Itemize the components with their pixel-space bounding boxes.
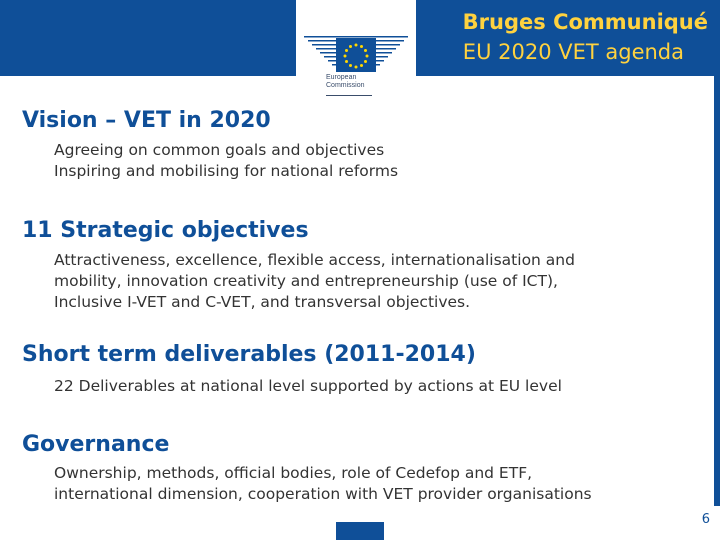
eu-building-flag-icon xyxy=(296,0,416,76)
section-body-strategic-objectives xyxy=(54,250,694,313)
section-heading-vision: Vision – VET in 2020 xyxy=(22,108,271,133)
body-line: Inclusive I-VET and C-VET, and transversal objectives. xyxy=(54,293,471,311)
section-body-governance xyxy=(54,463,694,505)
footer-flag-bar xyxy=(336,522,384,540)
body-line: 22 Deliverables at national level supported by actions at EU level xyxy=(54,377,562,395)
logo-rule xyxy=(326,95,372,96)
section-heading-deliverables: Short term deliverables (2011-2014) xyxy=(22,342,476,367)
body-line: Attractiveness, excellence, flexible access, internationalisation and xyxy=(54,251,575,269)
logo-text-line1: European xyxy=(326,74,357,81)
slide-subtitle: EU 2020 VET agenda xyxy=(462,40,684,64)
logo-text xyxy=(326,74,386,90)
section-body-deliverables xyxy=(54,376,694,397)
body-line: Ownership, methods, official bodies, role of Cedefop and ETF, xyxy=(54,464,533,482)
body-line: mobility, innovation creativity and entrepreneurship (use of ICT), xyxy=(54,272,558,290)
section-heading-governance: Governance xyxy=(22,432,170,457)
body-line: Agreeing on common goals and objectives xyxy=(54,141,385,159)
page-number: 6 xyxy=(701,512,710,527)
section-body-vision xyxy=(54,140,694,182)
slide-title: Bruges Communiqué xyxy=(462,10,708,34)
european-commission-logo xyxy=(296,0,416,100)
body-line: international dimension, cooperation with VET provider organisations xyxy=(54,485,592,503)
right-decorative-rail xyxy=(714,76,720,506)
logo-text-line2: Commission xyxy=(326,82,365,89)
body-line: Inspiring and mobilising for national reforms xyxy=(54,162,399,180)
section-heading-strategic-objectives: 11 Strategic objectives xyxy=(22,218,309,243)
